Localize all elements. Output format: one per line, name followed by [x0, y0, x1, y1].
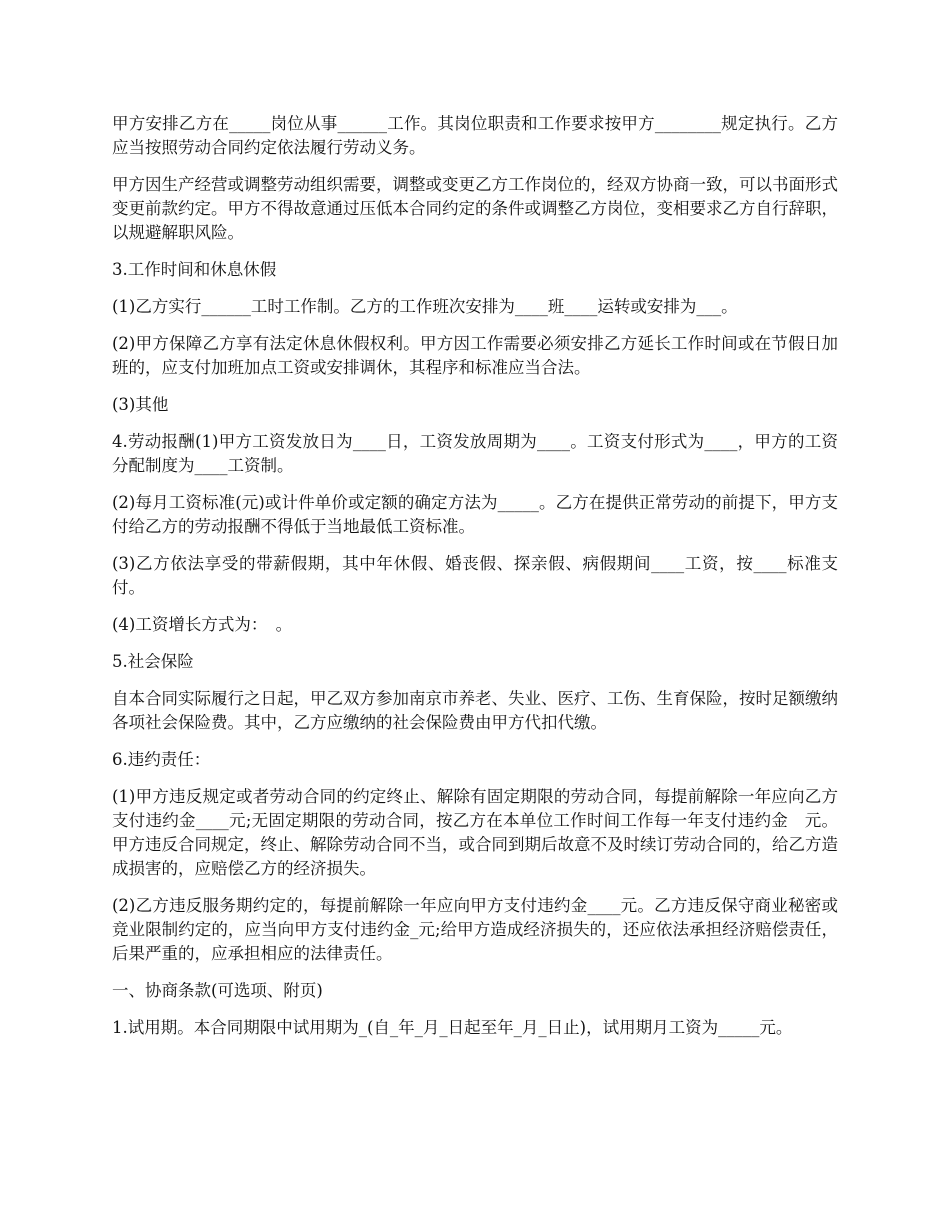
paragraph-other: (3)其他: [112, 395, 169, 414]
paragraph-hours-system: (1)乙方实行______工时工作制。乙方的工作班次安排为____班____运转或安排为___。: [112, 297, 738, 316]
paragraph-job-duties: 甲方安排乙方在_____岗位从事______工作。其岗位职责和工作要求按甲方________规定执行。乙方应当按照劳动合同约定依法履行劳动义务。: [112, 114, 838, 157]
heading-liability: 6.违约责任：: [112, 750, 211, 769]
paragraph-employer-liability: (1)甲方违反规定或者劳动合同的约定终止、解除有固定期限的劳动合同，每提前解除一年应向乙方支付违约金____元;无固定期限的劳动合同，按乙方在本单位工作时间工作每一年支付违约金 元。甲方违反合同规定，终止、解除劳动合同不当，或合同到期后故意不及时续订劳动合同的，给乙方造成损害的，应赔偿乙方的经济损失。: [112, 787, 838, 878]
paragraph-probation: 1.试用期。本合同期限中试用期为_(自_年_月_日起至年_月_日止)，试用期月工资为_____元。: [112, 1018, 793, 1037]
paragraph-paid-leave: (3)乙方依法享受的带薪假期，其中年休假、婚丧假、探亲假、病假期间____工资，按____标准支付。: [112, 554, 838, 597]
paragraph-employee-liability: (2)乙方违反服务期约定的，每提前解除一年应向甲方支付违约金____元。乙方违反保守商业秘密或竞业限制约定的，应当向甲方支付违约金_元;给甲方造成经济损失的，还应依法承担经济赔偿责任，后果严重的，应承担相应的法律责任。: [112, 896, 838, 963]
paragraph-insurance: 自本合同实际履行之日起，甲乙双方参加南京市养老、失业、医疗、工伤、生育保险，按时足额缴纳各项社会保险费。其中，乙方应缴纳的社会保险费由甲方代扣代缴。: [112, 689, 838, 732]
heading-social-insurance: 5.社会保险: [112, 652, 194, 671]
heading-working-hours: 3.工作时间和休息休假: [112, 260, 277, 279]
heading-negotiated-terms: 一、协商条款(可选项、附页): [112, 981, 323, 1000]
paragraph-job-change: 甲方因生产经营或调整劳动组织需要，调整或变更乙方工作岗位的，经双方协商一致，可以书面形式变更前款约定。甲方不得故意通过压低本合同约定的条件或调整乙方岗位，变相要求乙方自行辞职，以规避解职风险。: [112, 175, 838, 242]
paragraph-wage-growth: (4)工资增长方式为： 。: [112, 615, 293, 634]
document-body: [112, 112, 838, 1040]
paragraph-remuneration: 4.劳动报酬(1)甲方工资发放日为____日，工资发放周期为____。工资支付形式为____，甲方的工资分配制度为____工资制。: [112, 432, 838, 475]
paragraph-wage-standard: (2)每月工资标准(元)或计件单价或定额的确定方法为_____。乙方在提供正常劳动的前提下，甲方支付给乙方的劳动报酬不得低于当地最低工资标准。: [112, 493, 838, 536]
paragraph-rest-rights: (2)甲方保障乙方享有法定休息休假权利。甲方因工作需要必须安排乙方延长工作时间或在节假日加班的，应支付加班加点工资或安排调休，其程序和标准应当合法。: [112, 334, 838, 377]
